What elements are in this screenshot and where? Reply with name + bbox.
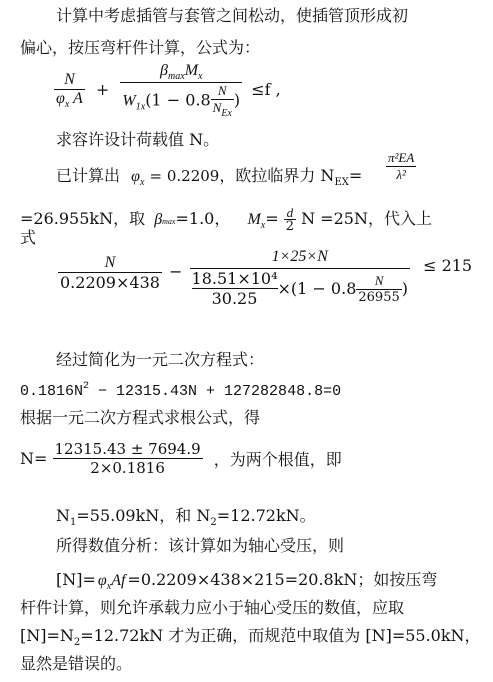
formula-1-fraction-b [120, 62, 242, 119]
paragraph-7-line-4: 显然是错误的。 [20, 654, 133, 673]
quadratic-equation: $0.1816N^2 - 12315.43N + 127282848.8=0$ [20, 381, 342, 400]
roots-formula: N= $\frac{12315.43 \pm 7694.9}{2\times 0.1816}$ ，为两个根值，即 [20, 440, 342, 477]
paragraph-6: 所得数值分析：该计算如为轴心受压，则 [56, 536, 345, 555]
formula-1-plus: + [95, 80, 110, 99]
formula-2-fraction-b: 1×25×N $\frac{\text{18.51×10⁴}}{30.25}$ ×(1 − 0.8 $\frac{N}{26955}$ ) [191, 248, 408, 308]
paragraph-2: 求容许设计荷载值 N。 [56, 130, 220, 149]
paragraph-1-line-1: 计算中考虑插管与套管之间松动，使插管顶形成初 [56, 6, 409, 25]
formula-1-fraction-a [54, 71, 85, 110]
paragraph-7-line-3: $[N]=N_2=12.72kN$ 才为正确，而规范中取值为 [N]=55.0kN， [20, 626, 481, 648]
paragraph-4: 经过简化为一元二次方程式： [56, 350, 265, 369]
paragraph-5: 根据一元二次方程式求根公式，得 [20, 408, 261, 427]
paragraph-3-line-1: 已计算出 $\varphi_x = 0.2209$，欧拉临界力 $N_{EX}=$ [56, 166, 363, 188]
paragraph-3-line-3: 式 [20, 228, 37, 247]
paragraph-3-line-2: =26.955kN，取 βmax=1.0， $M_x=$ $\frac{d}{2}$ N =25N，代入上 [20, 205, 432, 234]
paragraph-7-line-2: 杆件计算，则允许承载力应小于轴心受压的数值，应取 [20, 598, 405, 617]
formula-2-fraction-a: $\frac{N}{0.2209\times 438}$ [60, 254, 160, 292]
formula-1-denominator-a: $\varphi_x$ A [56, 90, 83, 110]
paragraph-7-line-1: $[N]= \varphi_xAf =0.2209\times 438\times 215=20.8kN$；如按压弯 [56, 570, 438, 592]
euler-fraction: $\frac{\text{π²EA}}{\text{λ²}}$ [388, 150, 415, 182]
formula-1-inequality: ≤f , [251, 80, 281, 99]
roots-result: $N_1=55.09kN$，和 $N_2=12.72kN$。 [56, 506, 316, 528]
formula-2: $\frac{N}{0.2209\times 438}$ − 1×25×N $\frac{\text{18.51×10⁴}}{30.25}$ ×(1 − 0.8 $\frac{N}{26955}$ ) ≤ 215 [60, 248, 473, 308]
paragraph-1-line-2: 偏心，按压弯杆件计算，公式为： [20, 38, 261, 57]
formula-1-numerator-a: N [54, 71, 85, 90]
formula-1 [54, 62, 281, 119]
formula-1-denominator-b: $W_{1x}(1 - 0.8$ $\frac{N}{N_{Ex}}$ ) [122, 83, 241, 119]
formula-1-numerator-b: $\beta_{max}M_x$ [120, 62, 242, 83]
